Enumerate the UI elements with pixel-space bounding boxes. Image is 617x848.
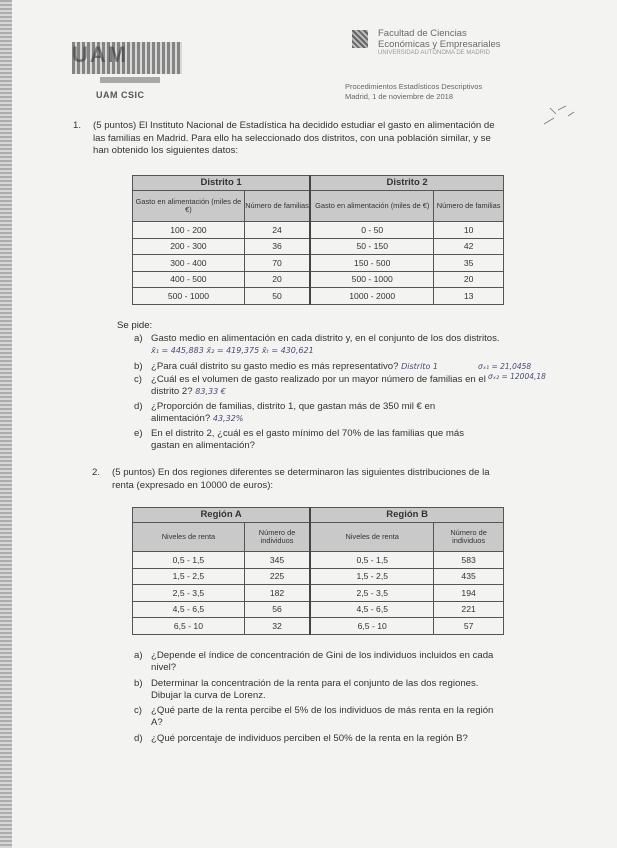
district-1-header: Distrito 1 (133, 176, 311, 191)
uam-logo (72, 42, 182, 83)
table-row: 2,5 - 3,5 182 2,5 - 3,5 194 (133, 585, 504, 602)
region-table (132, 507, 504, 635)
handwritten-answer: 43,32% (212, 414, 244, 423)
table-row: 0,5 - 1,5 345 0,5 - 1,5 583 (133, 552, 504, 569)
q1-item-d: d) ¿Proporción de familias, distrito 1, que gastan más de 350 mil € en alimentación? 43,32% (134, 401, 436, 424)
table-row: 500 - 1000 50 1000 - 2000 13 (133, 288, 504, 305)
table-row: 1,5 - 2,5 225 1,5 - 2,5 435 (133, 568, 504, 585)
question-2-number: 2. (92, 467, 101, 478)
a-col-individuos: Número de individuos (244, 523, 310, 552)
uam-logo-text: UAM (72, 42, 129, 67)
table-row: 4,5 - 6,5 56 4,5 - 6,5 221 (133, 601, 504, 618)
handwritten-answer: x̄₁ = 445,883 x̄₂ = 419,375 x̄ₜ = 430,621 (151, 346, 314, 355)
uam-csic-logo: UAM CSIC (96, 90, 145, 100)
scan-binding-edge (0, 0, 12, 848)
district-2-header: Distrito 2 (310, 176, 503, 191)
question-1-number: 1. (73, 120, 82, 131)
question-2-statement: (5 puntos) En dos regiones diferentes se determinaron las siguientes distribuciones de la renta (expresado en 10000 de euros): (112, 467, 490, 491)
exam-date: Madrid, 1 de noviembre de 2018 (345, 92, 453, 101)
handwritten-sd-1: σₓ₁ = 21,0458 (478, 362, 532, 371)
a-col-niveles: Niveles de renta (133, 523, 245, 552)
question-2 (92, 467, 512, 492)
q2-item-c: c) ¿Qué parte de la renta percibe el 5% de los individuos de más renta en la región A? (134, 705, 494, 728)
q2-item-d: d) ¿Qué porcentaje de individuos perciben el 50% de la renta en la región B? (134, 733, 468, 744)
table-row: 400 - 500 20 500 - 1000 20 (133, 271, 504, 288)
handwritten-sd-2: σₓ₂ = 12004,18 (488, 372, 546, 381)
course-header (345, 82, 482, 102)
se-pide-label: Se pide: (117, 320, 153, 331)
q1-item-e: e) En el distrito 2, ¿cuál es el gasto mínimo del 70% de las familias que más gastan en alimentación? (134, 428, 465, 451)
region-b-header: Región B (310, 508, 503, 523)
b-col-niveles: Niveles de renta (310, 523, 433, 552)
q2-item-a: a) ¿Depende el índice de concentración de Gini de los individuos incluidos en cada nivel? (134, 650, 494, 673)
handwritten-corner-mark (540, 100, 580, 130)
q1-item-b: b) ¿Para cuál distrito su gasto medio es más representativo? Distrito 1 (134, 361, 438, 372)
d1-col-gasto: Gasto en alimentación (miles de €) (133, 191, 245, 222)
table-row: 100 - 200 24 0 - 50 10 (133, 222, 504, 239)
q1-item-c: c) ¿Cuál es el volumen de gasto realizado por un mayor número de familias en el distrito 2? 83,33 € (134, 374, 486, 397)
table-row: 200 - 300 36 50 - 150 42 (133, 238, 504, 255)
handwritten-answer: Distrito 1 (401, 362, 438, 371)
table-row: 300 - 400 70 150 - 500 35 (133, 255, 504, 272)
table-row: 6,5 - 10 32 6,5 - 10 57 (133, 618, 504, 635)
question-1 (73, 120, 508, 158)
d2-col-familias: Número de familias (434, 191, 504, 222)
faculty-emblem-icon (352, 30, 368, 48)
faculty-logo: Facultad de Ciencias Económicas y Empresariales UNIVERSIDAD AUTÓNOMA DE MADRID (352, 28, 552, 56)
region-a-header: Región A (133, 508, 311, 523)
district-table (132, 175, 504, 305)
d2-col-gasto: Gasto en alimentación (miles de €) (310, 191, 433, 222)
course-name: Procedimientos Estadísticos Descriptivos (345, 82, 483, 91)
q1-item-a: a) Gasto medio en alimentación en cada distrito y, en el conjunto de los dos distritos. x̄₁ = 445,883 x̄₂ = 419,375 x̄ₜ = 430,621 (134, 333, 500, 355)
b-col-individuos: Número de individuos (434, 523, 504, 552)
q2-item-b: b) Determinar la concentración de la renta para el conjunto de las dos regiones. Dibujar la curva de Lorenz. (134, 678, 479, 701)
d1-col-familias: Número de familias (244, 191, 310, 222)
handwritten-answer: 83,33 € (195, 387, 226, 396)
question-1-statement: (5 puntos) El Instituto Nacional de Estadística ha decidido estudiar el gasto en alimentación de las familias en Madrid. Para ello ha seleccionado dos distritos, con una población similar, y se han obtenido los siguientes datos: (93, 120, 495, 156)
